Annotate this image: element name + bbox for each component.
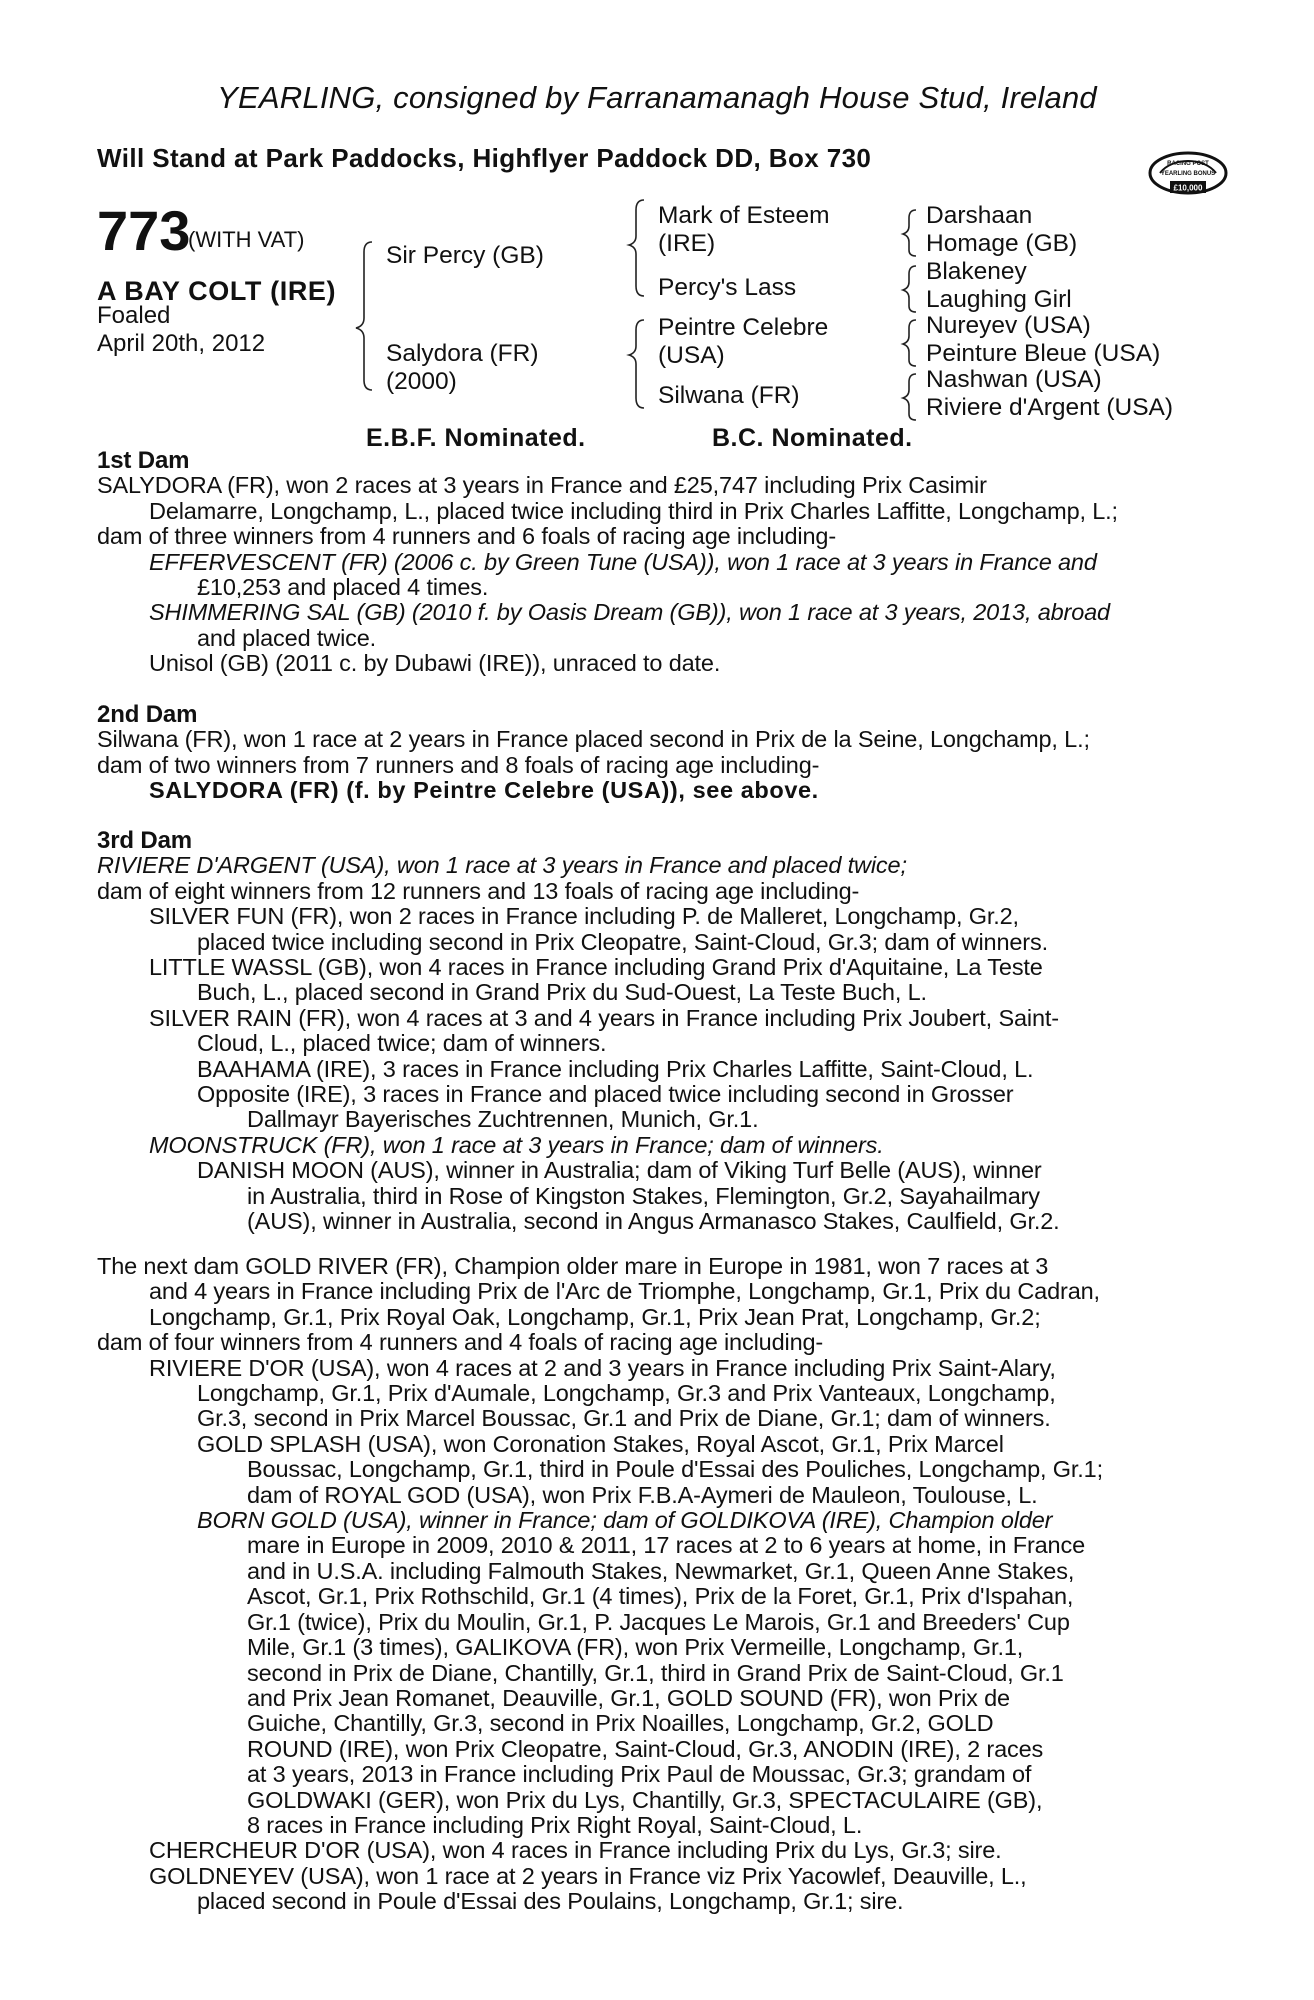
next-dam-line-22: GOLDWAKI (GER), won Prix du Lys, Chantilly, Gr.3, SPECTACULAIRE (GB),	[247, 1786, 1043, 1813]
third-dam-line-6: Buch, L., placed second in Grand Prix du Sud-Ouest, La Teste Buch, L.	[197, 979, 927, 1006]
next-dam-line-2: and 4 years in France including Prix de l'Arc de Triomphe, Longchamp, Gr.1, Prix du Cadran,	[149, 1278, 1100, 1305]
third-dam-line-2: dam of eight winners from 12 runners and 13 foals of racing age including-	[97, 877, 860, 904]
first-dam-line-1: SALYDORA (FR), won 2 races at 3 years in France and £25,747 including Prix Casimir	[97, 472, 987, 499]
lot-description: A BAY COLT (IRE)	[97, 276, 337, 306]
third-dam-line-8: Cloud, L., placed twice; dam of winners.	[197, 1030, 607, 1057]
third-dam-line-13: DANISH MOON (AUS), winner in Australia; dam of Viking Turf Belle (AUS), winner	[197, 1157, 1042, 1184]
next-dam-line-24: CHERCHEUR D'OR (USA), won 4 races in France including Prix du Lys, Gr.3; sire.	[149, 1837, 1002, 1864]
third-dam-line-1: RIVIERE D'ARGENT (USA), won 1 race at 3 years in France and placed twice;	[97, 852, 907, 879]
ebf-nominated: E.B.F. Nominated.	[366, 424, 586, 452]
next-dam-line-10: dam of ROYAL GOD (USA), won Prix F.B.A-Aymeri de Mauleon, Toulouse, L.	[247, 1481, 1038, 1508]
next-dam-line-7: Gr.3, second in Prix Marcel Boussac, Gr.1 and Prix de Diane, Gr.1; dam of winners.	[197, 1405, 1051, 1432]
third-dam-line-4: placed twice including second in Prix Cleopatre, Saint-Cloud, Gr.3; dam of winners.	[197, 928, 1048, 955]
next-dam-line-25: GOLDNEYEV (USA), won 1 race at 2 years in France viz Prix Yacowlef, Deauville, L.,	[149, 1862, 1027, 1889]
pedigree-dds: Nashwan (USA)	[926, 366, 1102, 393]
pedigree-sds: Blakeney	[926, 258, 1027, 285]
foaled-label: Foaled	[97, 302, 171, 329]
next-dam-line-8: GOLD SPLASH (USA), won Coronation Stakes, Royal Ascot, Gr.1, Prix Marcel	[197, 1430, 1004, 1457]
next-dam-section	[97, 1254, 1207, 1915]
next-dam-line-17: second in Prix de Diane, Chantilly, Gr.1, third in Grand Prix de Saint-Cloud, Gr.1	[247, 1659, 1064, 1686]
first-dam-line-7: and placed twice.	[197, 624, 377, 651]
third-dam-section	[97, 828, 1207, 1235]
pedigree-dam-sire-country: (USA)	[658, 342, 725, 369]
next-dam-line-23: 8 races in France including Prix Right Royal, Saint-Cloud, L.	[247, 1811, 863, 1838]
pedigree-sire-sire-country: (IRE)	[658, 230, 716, 257]
second-dam-line-3: SALYDORA (FR) (f. by Peintre Celebre (USA)), see above.	[149, 777, 819, 804]
next-dam-line-16: Mile, Gr.1 (3 times), GALIKOVA (FR), won Prix Vermeille, Longchamp, Gr.1,	[247, 1634, 1024, 1661]
first-dam-line-3: dam of three winners from 4 runners and 6 foals of racing age including-	[97, 523, 836, 550]
next-dam-line-21: at 3 years, 2013 in France including Prix Paul de Moussac, Gr.3; grandam of	[247, 1761, 1032, 1788]
pedigree-sss: Darshaan	[926, 202, 1033, 229]
next-dam-line-9: Boussac, Longchamp, Gr.1, third in Poule d'Essai des Pouliches, Longchamp, Gr.1;	[247, 1456, 1103, 1483]
next-dam-line-15: Gr.1 (twice), Prix du Moulin, Gr.1, P. Jacques Le Marois, Gr.1 and Breeders' Cup	[247, 1608, 1070, 1635]
pedigree-ddd: Riviere d'Argent (USA)	[926, 394, 1174, 421]
next-dam-line-5: RIVIERE D'OR (USA), won 4 races at 2 and 3 years in France including Prix Saint-Alary,	[149, 1354, 1056, 1381]
first-dam-line-6: SHIMMERING SAL (GB) (2010 f. by Oasis Dream (GB)), won 1 race at 3 years, 2013, abroad	[149, 599, 1110, 626]
first-dam-section	[97, 448, 1207, 677]
pedigree-dam-sire: Peintre Celebre	[658, 314, 829, 341]
next-dam-line-3: Longchamp, Gr.1, Prix Royal Oak, Longchamp, Gr.1, Prix Jean Prat, Longchamp, Gr.2;	[149, 1303, 1041, 1330]
third-dam-line-5: LITTLE WASSL (GB), won 4 races in France including Grand Prix d'Aquitaine, La Teste	[149, 954, 1043, 981]
badge-mid-text: YEARLING BONUS	[1160, 171, 1216, 177]
next-dam-line-14: Ascot, Gr.1, Prix Rothschild, Gr.1 (4 times), Prix de la Foret, Gr.1, Prix d'Ispahan,	[247, 1583, 1074, 1610]
third-dam-line-15: (AUS), winner in Australia, second in Angus Armanasco Stakes, Caulfield, Gr.2.	[247, 1208, 1060, 1235]
second-dam-line-1: Silwana (FR), won 1 race at 2 years in France placed second in Prix de la Seine, Longchamp, L.;	[97, 726, 1090, 753]
third-dam-line-14: in Australia, third in Rose of Kingston Stakes, Flemington, Gr.2, Sayahailmary	[247, 1182, 1040, 1209]
next-dam-line-13: and in U.S.A. including Falmouth Stakes, Newmarket, Gr.1, Queen Anne Stakes,	[247, 1557, 1075, 1584]
first-dam-line-2: Delamarre, Longchamp, L., placed twice including third in Prix Charles Laffitte, Longchamp, L.;	[149, 497, 1118, 524]
pedigree-sire-dam: Percy's Lass	[658, 274, 797, 301]
lot-number: 773	[97, 199, 191, 262]
pedigree-sire-sire: Mark of Esteem	[658, 202, 830, 229]
vat-note: (WITH VAT)	[188, 227, 305, 252]
badge-top-text: RACING POST	[1167, 161, 1209, 167]
third-dam-line-10: Opposite (IRE), 3 races in France and placed twice including second in Grosser	[197, 1081, 1014, 1108]
pedigree-ssd: Homage (GB)	[926, 230, 1078, 257]
pedigree-dss: Nureyev (USA)	[926, 312, 1091, 339]
foaled-date: April 20th, 2012	[97, 330, 266, 357]
second-dam-heading: 2nd Dam	[97, 701, 198, 728]
second-dam-line-2: dam of two winners from 7 runners and 8 foals of racing age including-	[97, 751, 820, 778]
bc-nominated: B.C. Nominated.	[712, 424, 913, 452]
next-dam-line-19: Guiche, Chantilly, Gr.3, second in Prix Noailles, Longchamp, Gr.2, GOLD	[247, 1710, 994, 1737]
next-dam-line-26: placed second in Poule d'Essai des Poulains, Longchamp, Gr.1; sire.	[197, 1888, 904, 1915]
third-dam-line-12: MOONSTRUCK (FR), won 1 race at 3 years in France; dam of winners.	[149, 1131, 884, 1158]
pedigree-dam: Salydora (FR)	[386, 340, 539, 367]
third-dam-line-11: Dallmayr Bayerisches Zuchtrennen, Munich, Gr.1.	[247, 1106, 759, 1133]
next-dam-line-18: and Prix Jean Romanet, Deauville, Gr.1, GOLD SOUND (FR), won Prix de	[247, 1684, 1010, 1711]
pedigree-sire: Sir Percy (GB)	[386, 242, 544, 269]
third-dam-line-7: SILVER RAIN (FR), won 4 races at 3 and 4 years in France including Prix Joubert, Saint-	[149, 1004, 1059, 1031]
next-dam-line-12: mare in Europe in 2009, 2010 & 2011, 17 races at 2 to 6 years at home, in France	[247, 1532, 1085, 1559]
first-dam-heading: 1st Dam	[97, 447, 190, 474]
next-dam-line-6: Longchamp, Gr.1, Prix d'Aumale, Longchamp, Gr.3 and Prix Vanteaux, Longchamp,	[197, 1380, 1056, 1407]
third-dam-heading: 3rd Dam	[97, 827, 192, 854]
pedigree-sdd: Laughing Girl	[926, 286, 1072, 313]
third-dam-line-9: BAAHAMA (IRE), 3 races in France including Prix Charles Laffitte, Saint-Cloud, L.	[197, 1055, 1034, 1082]
pedigree-dam-year: (2000)	[386, 368, 457, 395]
pedigree-braces	[0, 0, 1314, 440]
second-dam-section	[97, 702, 1207, 804]
stand-location: Will Stand at Park Paddocks, Highflyer Paddock DD, Box 730	[97, 143, 872, 173]
next-dam-line-11: BORN GOLD (USA), winner in France; dam of GOLDIKOVA (IRE), Champion older	[197, 1507, 1053, 1534]
pedigree-dsd: Peinture Bleue (USA)	[926, 340, 1161, 367]
sale-heading: YEARLING, consigned by Farranamanagh House Stud, Ireland	[217, 80, 1097, 115]
first-dam-line-5: £10,253 and placed 4 times.	[197, 574, 489, 601]
pedigree-dam-dam: Silwana (FR)	[658, 382, 800, 409]
third-dam-line-3: SILVER FUN (FR), won 2 races in France including P. de Malleret, Longchamp, Gr.2,	[149, 903, 1019, 930]
first-dam-line-4: EFFERVESCENT (FR) (2006 c. by Green Tune (USA)), won 1 race at 3 years in France and	[149, 548, 1097, 575]
next-dam-line-4: dam of four winners from 4 runners and 4 foals of racing age including-	[97, 1329, 824, 1356]
next-dam-line-20: ROUND (IRE), won Prix Cleopatre, Saint-Cloud, Gr.3, ANODIN (IRE), 2 races	[247, 1735, 1044, 1762]
next-dam-line-1: The next dam GOLD RIVER (FR), Champion older mare in Europe in 1981, won 7 races at 3	[97, 1253, 1049, 1279]
badge-amount-text: £10,000	[1173, 183, 1203, 193]
first-dam-line-8: Unisol (GB) (2011 c. by Dubawi (IRE)), unraced to date.	[149, 650, 721, 677]
